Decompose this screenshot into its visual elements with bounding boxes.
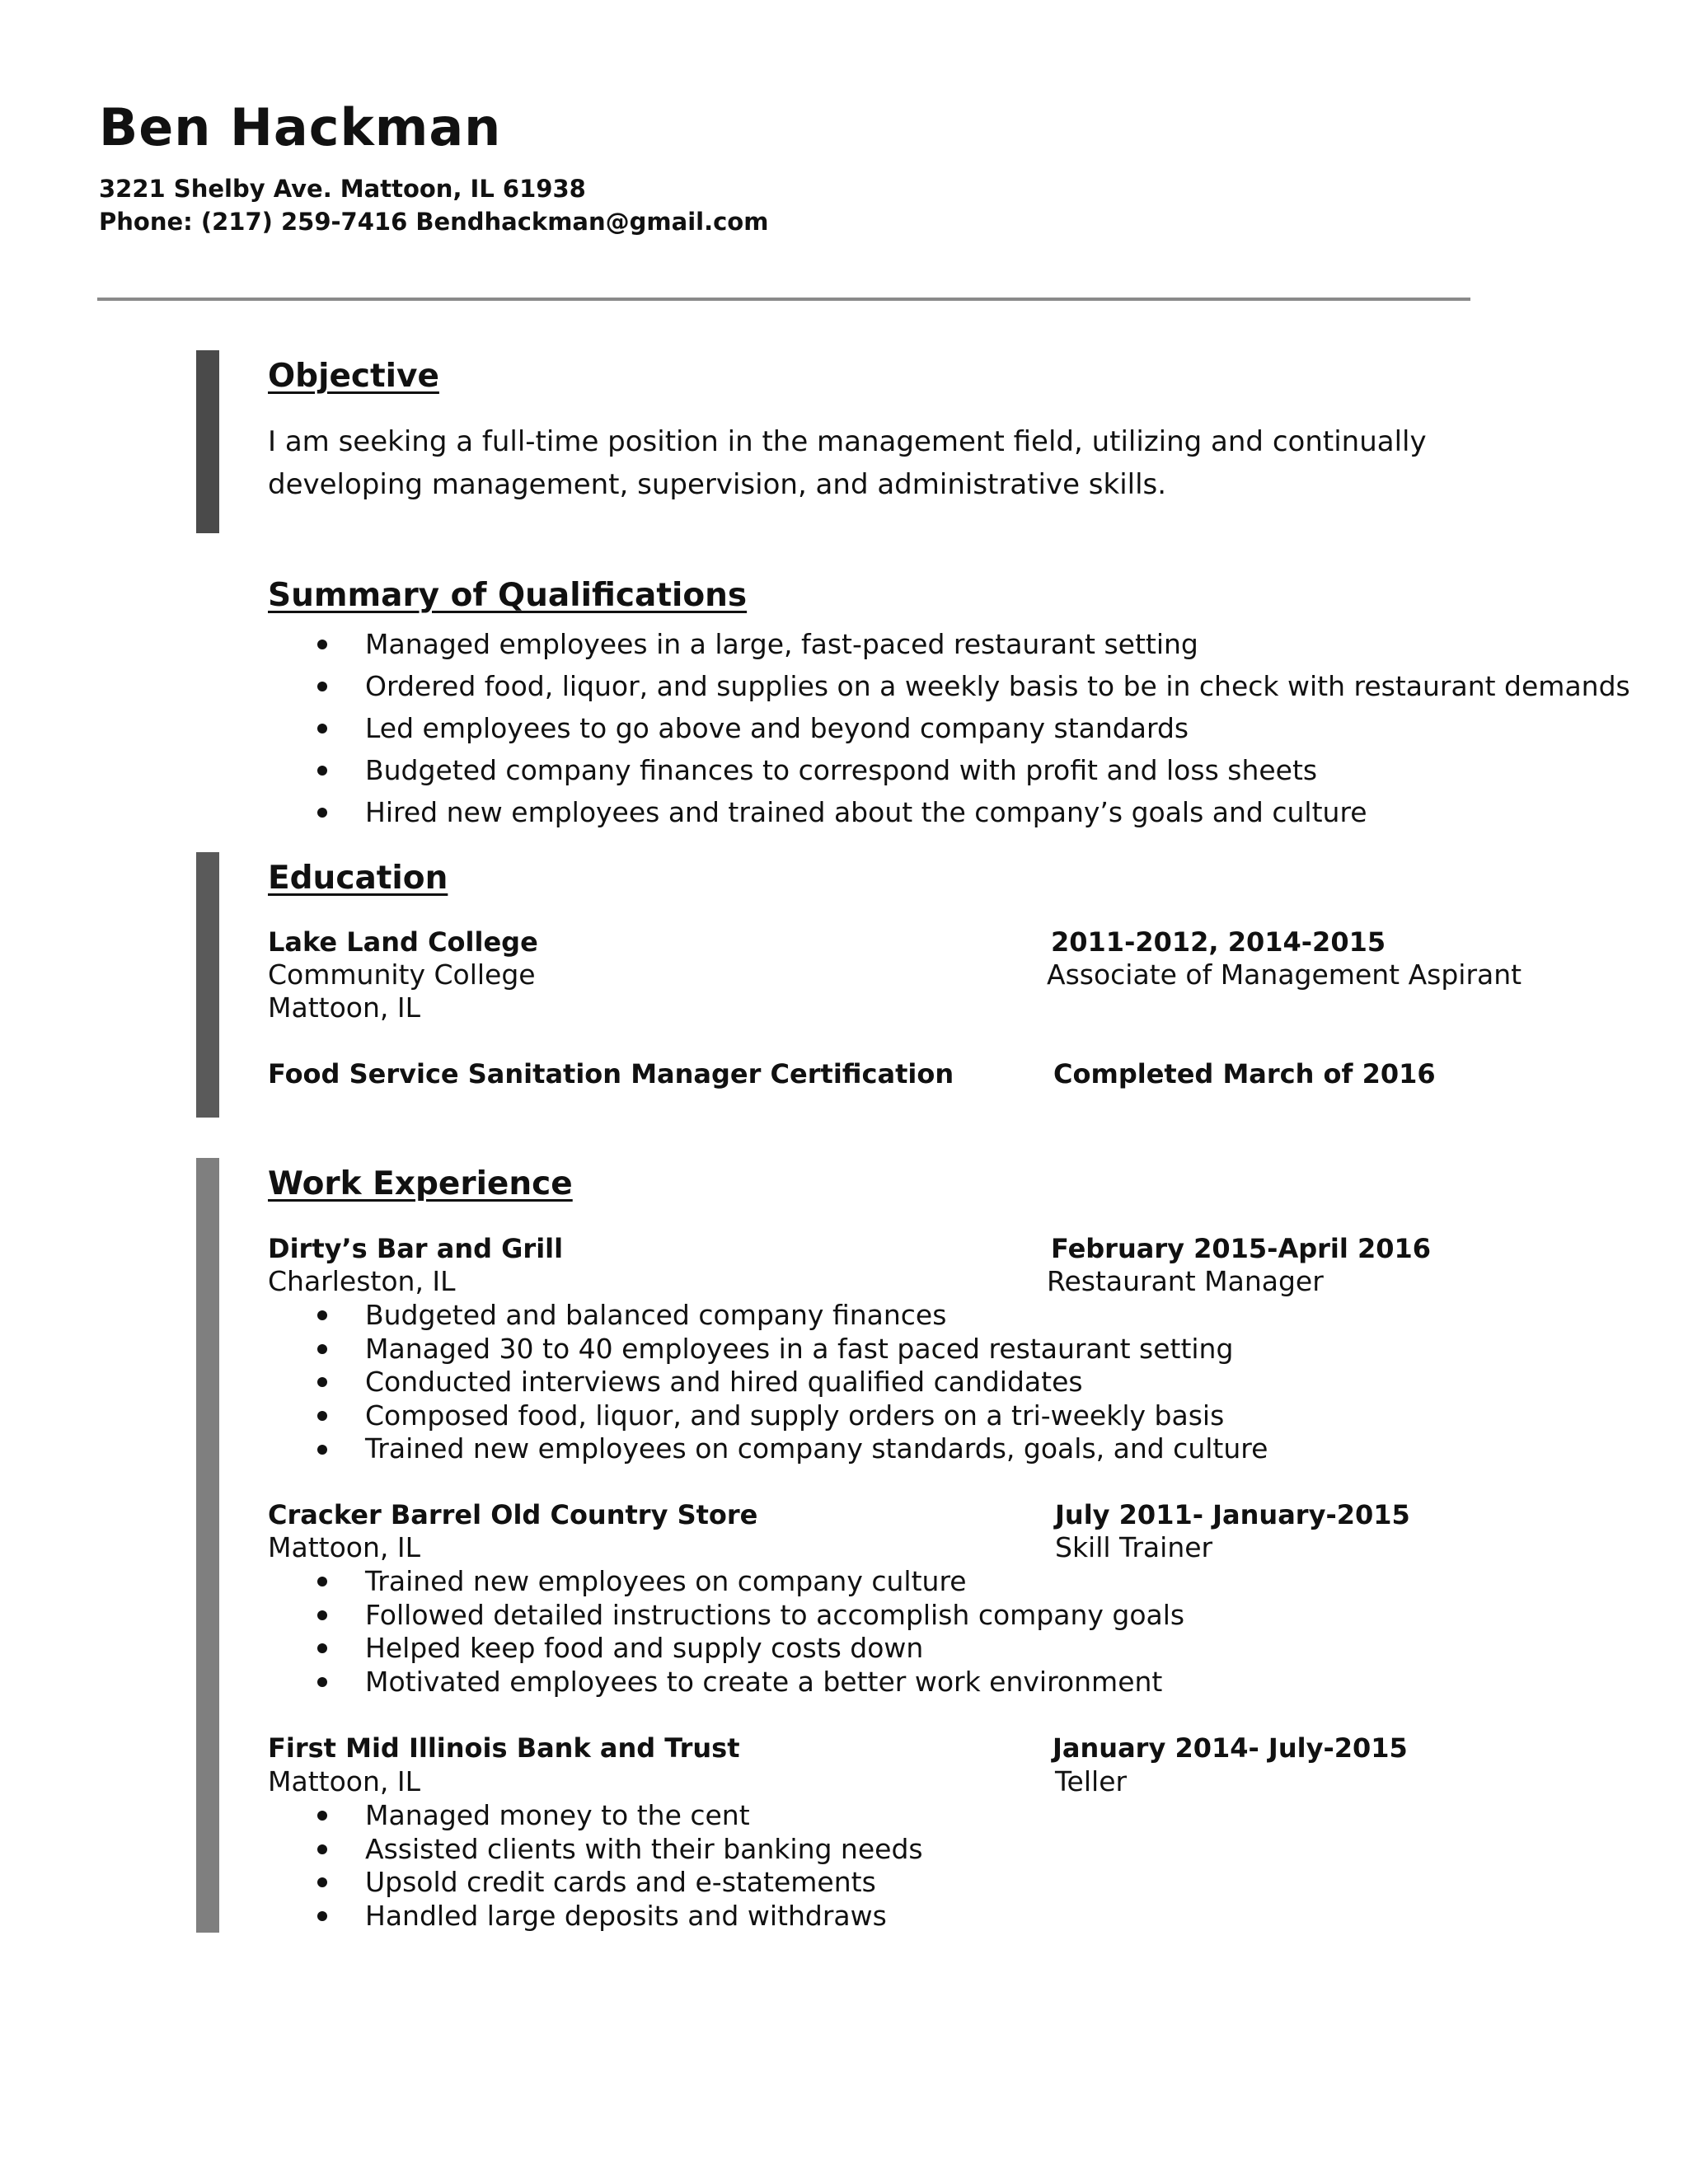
job-employer: First Mid Illinois Bank and Trust — [268, 1732, 740, 1764]
objective-accent-bar — [196, 350, 219, 533]
job-duties-list — [268, 1565, 1184, 1699]
list-item: Upsold credit cards and e-statements — [268, 1866, 923, 1900]
job-employer: Cracker Barrel Old Country Store — [268, 1499, 758, 1530]
school-location: Mattoon, IL — [268, 991, 420, 1024]
list-item: Budgeted and balanced company finances — [268, 1299, 1268, 1333]
list-item: Assisted clients with their banking needs — [268, 1833, 923, 1867]
school-dates: 2011-2012, 2014-2015 — [1051, 926, 1386, 958]
list-item: Helped keep food and supply costs down — [268, 1632, 1184, 1666]
job-location: Mattoon, IL — [268, 1531, 420, 1563]
job-dates: July 2011- January-2015 — [1055, 1499, 1410, 1530]
list-item: Handled large deposits and withdraws — [268, 1900, 923, 1933]
list-item: Managed employees in a large, fast-paced restaurant setting — [268, 623, 1630, 665]
school-type: Community College — [268, 958, 536, 991]
objective-text: I am seeking a full-time position in the management field, utilizing and continually developing management, supervision, and administrative skills. — [268, 425, 1427, 501]
list-item: Budgeted company finances to correspond with profit and loss sheets — [268, 749, 1630, 791]
job-duties-list — [268, 1299, 1268, 1466]
list-item: Motivated employees to create a better work environment — [268, 1666, 1184, 1699]
list-item: Conducted interviews and hired qualified candidates — [268, 1366, 1268, 1399]
list-item: Managed money to the cent — [268, 1799, 923, 1833]
school-degree: Associate of Management Aspirant — [1047, 958, 1522, 991]
job-location: Charleston, IL — [268, 1265, 456, 1297]
list-item: Hired new employees and trained about the company’s goals and culture — [268, 791, 1630, 833]
header-divider — [97, 298, 1470, 301]
certification-name: Food Service Sanitation Manager Certification — [268, 1058, 954, 1090]
list-item: Composed food, liquor, and supply orders on a tri-weekly basis — [268, 1399, 1268, 1433]
job-title: Restaurant Manager — [1047, 1265, 1324, 1297]
list-item: Followed detailed instructions to accomplish company goals — [268, 1599, 1184, 1633]
education-accent-bar — [196, 852, 219, 1118]
work-heading: Work Experience — [268, 1165, 573, 1202]
list-item: Trained new employees on company culture — [268, 1565, 1184, 1599]
work-accent-bar — [196, 1158, 219, 1933]
job-duties-list — [268, 1799, 923, 1933]
school-name: Lake Land College — [268, 926, 538, 958]
qualifications-heading: Summary of Qualifications — [268, 577, 748, 614]
job-title: Teller — [1055, 1765, 1128, 1797]
list-item: Ordered food, liquor, and supplies on a weekly basis to be in check with restaurant demands — [268, 665, 1630, 707]
list-item: Led employees to go above and beyond company standards — [268, 707, 1630, 749]
candidate-name: Ben Hackman — [99, 97, 502, 157]
job-dates: February 2015-April 2016 — [1051, 1233, 1432, 1264]
objective-heading: Objective — [268, 358, 439, 395]
education-heading: Education — [268, 860, 448, 897]
list-item: Managed 30 to 40 employees in a fast paced restaurant setting — [268, 1333, 1268, 1366]
qualifications-list — [268, 623, 1630, 833]
job-location: Mattoon, IL — [268, 1765, 420, 1797]
job-dates: January 2014- July-2015 — [1053, 1732, 1408, 1764]
phone-email-line: Phone: (217) 259-7416 Bendhackman@gmail.com — [99, 208, 769, 236]
job-title: Skill Trainer — [1055, 1531, 1213, 1563]
address-line: 3221 Shelby Ave. Mattoon, IL 61938 — [99, 175, 586, 203]
list-item: Trained new employees on company standards, goals, and culture — [268, 1432, 1268, 1466]
job-employer: Dirty’s Bar and Grill — [268, 1233, 564, 1264]
certification-status: Completed March of 2016 — [1053, 1058, 1436, 1090]
